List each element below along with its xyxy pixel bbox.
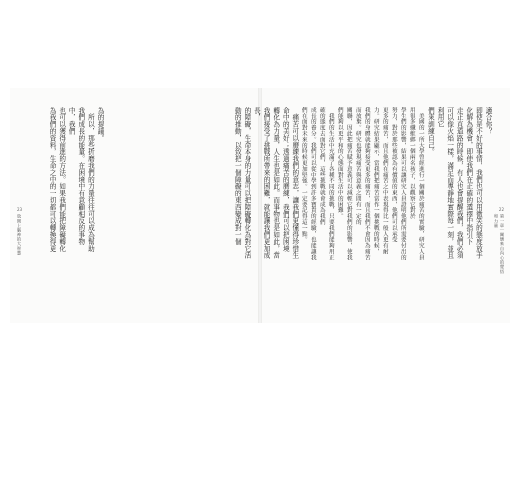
text-column: 痛苦可以磨練我們的意志，讓我們更懂得珍惜生命中的美好；透過痛苦的磨練，我們可以把困境 bbox=[281, 107, 299, 259]
text-column: 適合你？ bbox=[484, 107, 492, 135]
left-page-text bbox=[48, 107, 104, 257]
text-column: 的障礙，生命本身的力量可以把障礙轉化為對它活動的推動，以致把一個障礙的東西變成對一個 bbox=[233, 107, 251, 259]
right-page bbox=[233, 88, 510, 323]
text-column: 關聯，因此把痛苦賦予意義可以減輕它對我們的影響，使我們能夠以更平和的心態面對生活中的困難。 bbox=[336, 107, 352, 261]
book-spread bbox=[10, 88, 510, 323]
text-column: 為的提議。 bbox=[96, 107, 104, 142]
text-column: 走正直道路的時候，有人也會提醒我們，我們必須可以像火焰一樣，滿足而專靜地實際每一刻，並且利用它 bbox=[436, 107, 464, 259]
text-column: 我們的生活中充滿了各種不同的挑戰，只要我們能夠用正確的態度去面對它們，這些挑戰就會成為我們 bbox=[318, 107, 334, 261]
text-column: 美國的一所大學曾經進行一個關於痛苦的實驗，研究人員用很多纖維綁一個兩名孩子，以觀察它對於 bbox=[408, 107, 424, 261]
text-column: 們來訓練自己。 bbox=[426, 107, 435, 156]
page-number: 23 bbox=[17, 207, 23, 212]
text-column: 所以，那些折磨我們的力量往往可以成為幫助我們成長的能量。在困境中有意顧相反的事物中，我們 bbox=[67, 107, 95, 252]
text-column: 我們的身體就能夠接受更多的痛苦，而且我們不會因為痛苦而放棄。研究也發現痛苦與意義之間有一定的 bbox=[354, 107, 370, 261]
text-column: 更多的痛苦，而且他們在痛苦之中表現得比一般人更有耐力。研究結果顯示，當我們把痛苦當作一個挑戰的時候， bbox=[372, 107, 388, 255]
page-number: 22 bbox=[498, 207, 504, 212]
running-head: 放開上腦神的大智慧 bbox=[17, 214, 22, 256]
text-column: 即使是不好的事情，我們也可以用微笑的態度放手化解為機會，即使我們在正確的選擇中指引下 bbox=[464, 107, 483, 259]
right-page-text bbox=[233, 107, 492, 265]
text-column: 成長的養分。我們可以從中學到許多寶貴的經驗，也能讓我們在面對未來的時候更加堅強。一定要記得這一點。 bbox=[300, 107, 316, 261]
text-column: 也可以獲得前進的方法。如果我們能把障礙轉化為我們的資料，生命之中的一切都可以轉換得更 bbox=[48, 107, 66, 252]
text-column: 學生們的影響，結果可以讓研究人員證明他們所需要付出的努力，對於那些被認為有價值的東西，他們可以承受 bbox=[390, 107, 406, 261]
text-column: 轉化為力量，人生也是如此。而事物也是如此，當我們接受了挑戰所帶來的困難，就能讓我們更加成長， bbox=[252, 107, 280, 259]
running-head: 第一章｜關懷來自內心的覺悟和力量 bbox=[494, 214, 505, 274]
left-page bbox=[10, 88, 258, 323]
